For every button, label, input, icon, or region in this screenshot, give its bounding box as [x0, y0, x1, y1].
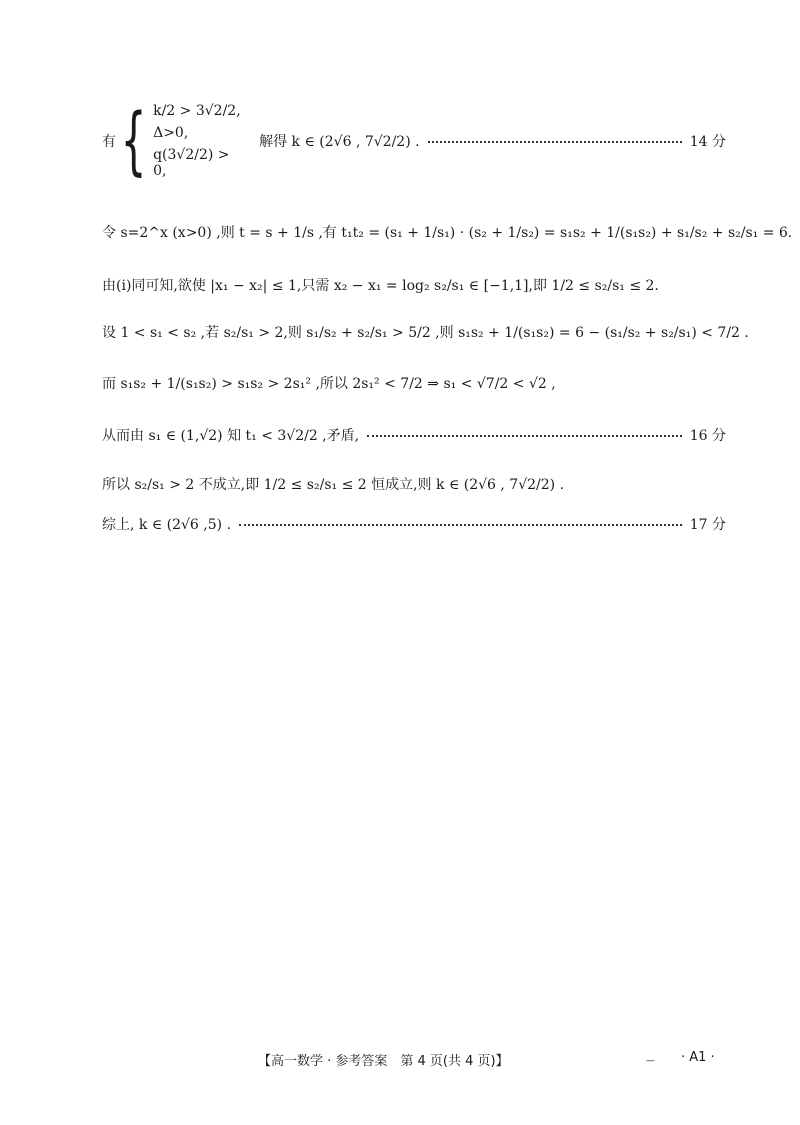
solution-line-8	[102, 514, 726, 534]
page-footer	[0, 1050, 800, 1070]
case-2: Δ>0,	[153, 125, 189, 141]
solution-line-2	[102, 222, 793, 242]
solution-line-3	[102, 275, 726, 295]
line-7-text: 所以 s₂/s₁ > 2 不成立,即 1/2 ≤ s₂/s₁ ≤ 2 恒成立,则 k ∈ (2√6 , 7√2/2) .	[102, 477, 565, 493]
left-brace: {	[120, 98, 147, 184]
score-16: 16 分	[689, 428, 726, 444]
solution-line-6	[102, 425, 726, 445]
footer-code: · A1 ·	[681, 1050, 715, 1065]
line-4-text: 设 1 < s₁ < s₂ ,若 s₂/s₁ > 2,则 s₁/s₂ + s₂/s₁ > 5/2 ,则 s₁s₂ + 1/(s₁s₂) = 6 − (s₁/s₂ + s₂/s₁) < 7/2 .	[102, 325, 749, 341]
dot-leader	[239, 522, 682, 526]
line-5-text: 而 s₁s₂ + 1/(s₁s₂) > s₁s₂ > 2s₁² ,所以 2s₁² < 7/2 ⇒ s₁ < √7/2 < √2 ,	[102, 376, 556, 392]
score-14: 14 分	[689, 134, 726, 150]
line-8-text: 综上, k ∈ (2√6 ,5) .	[102, 517, 232, 533]
score-17: 17 分	[689, 517, 726, 533]
system-cases	[153, 103, 245, 179]
condition-system	[102, 82, 726, 200]
dot-leader	[428, 139, 682, 143]
case-1: k/2 > 3√2/2,	[153, 103, 241, 119]
line-2-text: 令 s=2^x (x>0) ,则 t = s + 1/s ,有 t₁t₂ = (s₁ + 1/s₁) · (s₂ + 1/s₂) = s₁s₂ + 1/(s₁s₂) + s₁/s₂ + s₂/s₁ = 6.	[102, 225, 793, 241]
footer-tick: —	[646, 1056, 655, 1066]
solution-line-4	[102, 322, 749, 342]
line-3-text: 由(ⅰ)同可知,欲使 |x₁ − x₂| ≤ 1,只需 x₂ − x₁ = log₂ s₂/s₁ ∈ [−1,1],即 1/2 ≤ s₂/s₁ ≤ 2.	[102, 278, 659, 294]
line-6-text: 从而由 s₁ ∈ (1,√2) 知 t₁ < 3√2/2 ,矛盾,	[102, 428, 360, 444]
footer-title: 【高一数学 · 参考答案 第 4 页(共 4 页)】	[258, 1054, 509, 1069]
dot-leader	[367, 433, 682, 437]
solution-line-5	[102, 373, 726, 393]
system-result: 解得 k ∈ (2√6 , 7√2/2) .	[259, 134, 420, 150]
case-3: q(3√2/2) > 0,	[153, 147, 230, 179]
system-lead: 有	[102, 134, 116, 150]
solution-line-7	[102, 474, 726, 494]
